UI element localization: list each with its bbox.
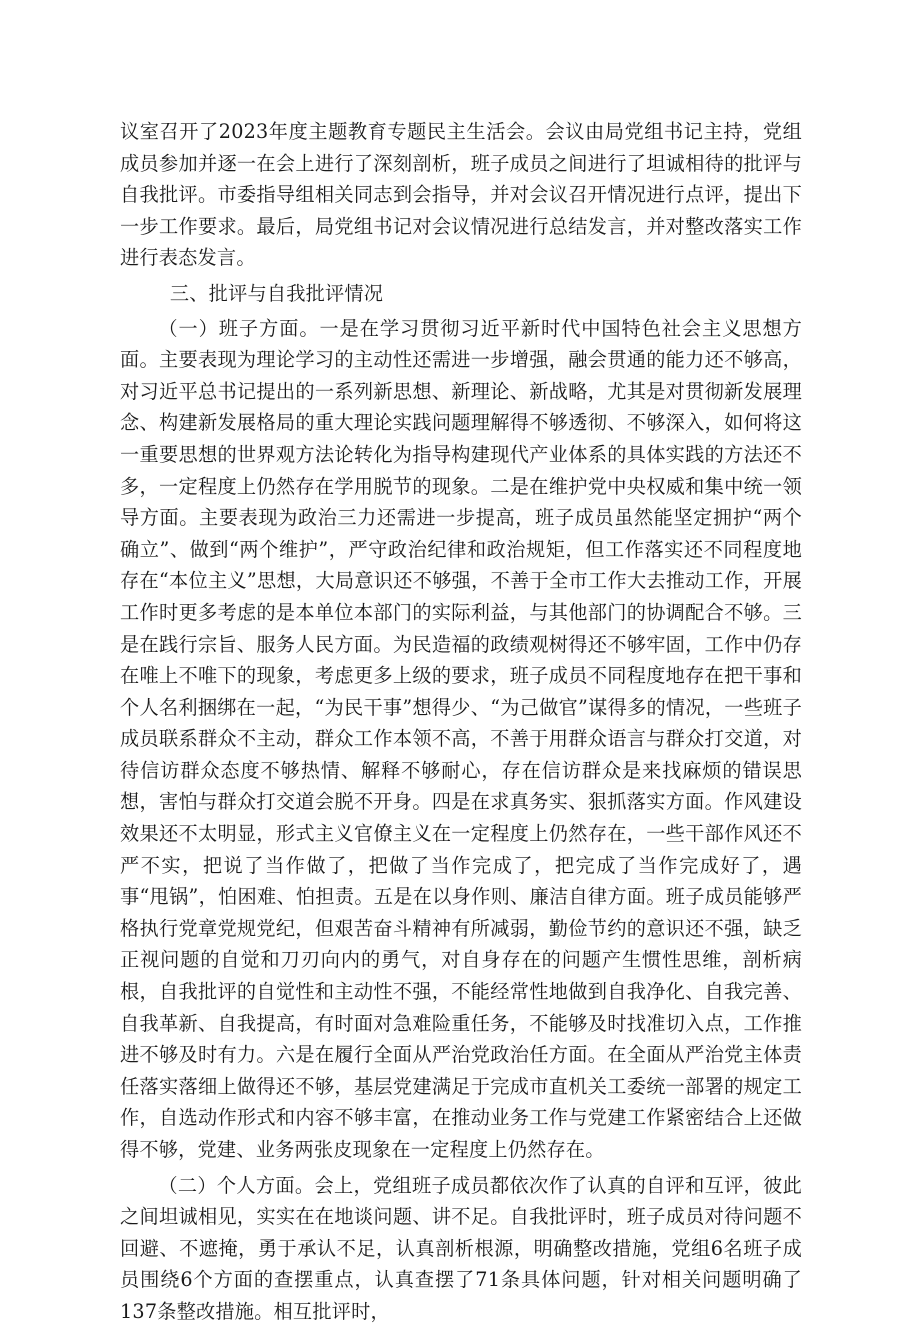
paragraph-individual-aspect: （二）个人方面。会上，党组班子成员都依次作了认真的自评和互评，彼此之间坦诚相见，实实在在地谈问题、讲不足。自我批评时，班子成员对待问题不回避、不遮掩，勇于承认不足，认真剖析根源，明确整改措施，党组6名班子成员围绕6个方面的查摆重点，认真查摆了71条具体问题，针对相关问题明确了137条整改措施。相互批评时，	[120, 1173, 802, 1323]
paragraph-meeting-summary: 议室召开了2023年度主题教育专题民主生活会。会议由局党组书记主持，党组成员参加并逐一在会上进行了深刻剖析，班子成员之间进行了坦诚相待的批评与自我批评。市委指导组相关同志到会指导，并对会议召开情况进行点评，提出下一步工作要求。最后，局党组书记对会议情况进行总结发言，并对整改落实工作进行表态发言。	[120, 120, 802, 270]
paragraph-team-aspect: （一）班子方面。一是在学习贯彻习近平新时代中国特色社会主义思想方面。主要表现为理论学习的主动性还需进一步增强，融会贯通的能力还不够高，对习近平总书记提出的一系列新思想、新理论、新战略，尤其是对贯彻新发展理念、构建新发展格局的重大理论实践问题理解得不够透彻、不够深入，如何将这一重要思想的世界观方法论转化为指导构建现代产业体系的具体实践的方法还不多，一定程度上仍然存在学用脱节的现象。二是在维护党中央权威和集中统一领导方面。主要表现为政治三力还需进一步提高，班子成员虽然能坚定拥护“两个确立”、做到“两个维护”，严守政治纪律和政治规矩，但工作落实还不同程度地存在“本位主义”思想，大局意识还不够强，不善于全市工作大去推动工作，开展工作时更多考虑的是本单位本部门的实际利益，与其他部门的协调配合不够。三是在践行宗旨、服务人民方面。为民造福的政绩观树得还不够牢固，工作中仍存在唯上不唯下的现象，考虑更多上级的要求，班子成员不同程度地存在把干事和个人名利捆绑在一起，“为民干事”想得少、“为己做官”谋得多的情况，一些班子成员联系群众不主动，群众工作本领不高，不善于用群众语言与群众打交道，对待信访群众态度不够热情、解释不够耐心，存在信访群众是来找麻烦的错误思想，害怕与群众打交道会脱不开身。四是在求真务实、狠抓落实方面。作风建设效果还不太明显，形式主义官僚主义在一定程度上仍然存在，一些干部作风还不严不实，把说了当作做了，把做了当作完成了，把完成了当作完成好了，遇事“甩锅”，怕困难、怕担责。五是在以身作则、廉洁自律方面。班子成员能够严格执行党章党规党纪，但艰苦奋斗精神有所减弱，勤俭节约的意识还不强，缺乏正视问题的自觉和刀刃向内的勇气，对自身存在的问题产生惯性思维，剖析病根，自我批评的自觉性和主动性不强，不能经常性地做到自我净化、自我完善、自我革新、自我提高，有时面对急难险重任务，不能够及时找准切入点，工作推进不够及时有力。六是在履行全面从严治党政治任方面。在全面从严治党主体责任落实落细上做得还不够，基层党建满足于完成市直机关工委统一部署的规定工作，自选动作形式和内容不够丰富，在推动业务工作与党建工作紧密结合上还做得不够，党建、业务两张皮现象在一定程度上仍然存在。	[120, 316, 802, 1161]
section-heading-criticism: 三、批评与自我批评情况	[169, 281, 384, 305]
